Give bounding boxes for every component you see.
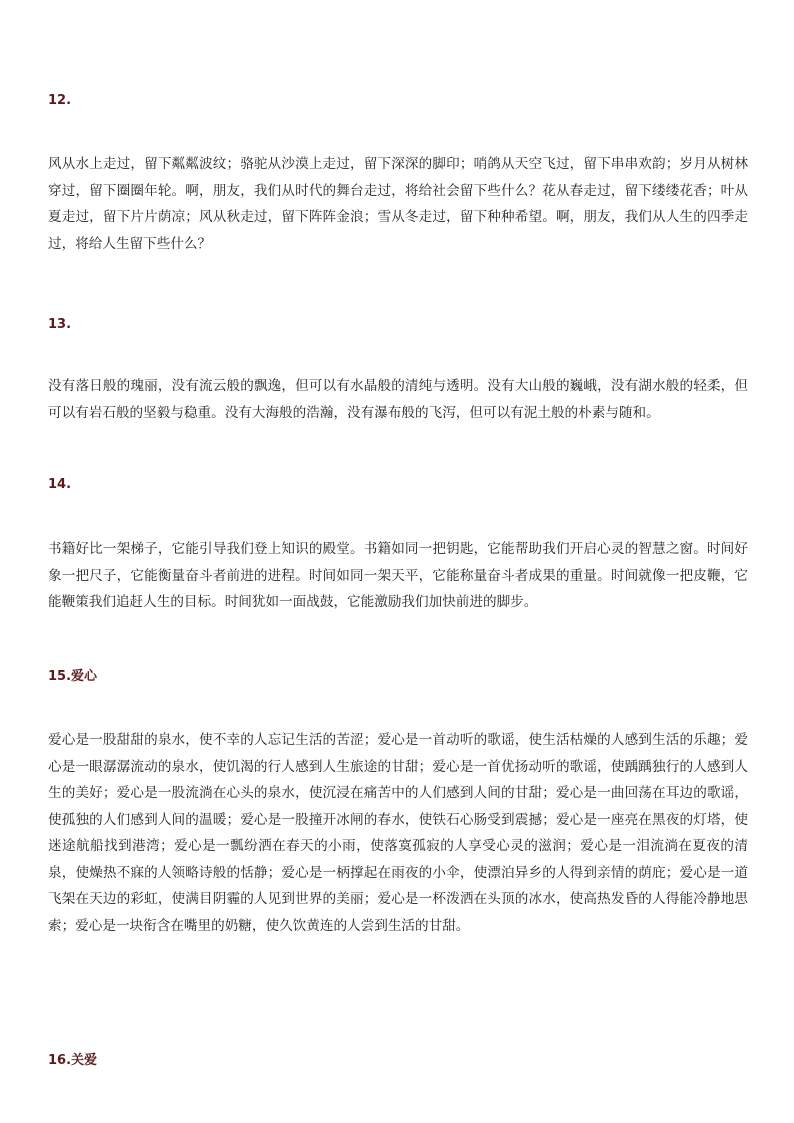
section-paragraph-15: 爱心是一股甜甜的泉水，使不幸的人忘记生活的苦涩；爱心是一首动听的歌谣，使生活枯燥的人感到生活的乐趣；爱心是一眼潺潺流动的泉水，使饥渴的行人感到人生旅途的甘甜；爱心是一首优扬动听的歌谣，使踽踽独行的人感到人生的美好；爱心是一股流淌在心头的泉水，使沉浸在痛苦中的人们感到人间的甘甜；爱心是一曲回荡在耳边的歌谣，使孤独的人们感到人间的温暖；爱心是一股撞开冰闸的春水，使铁石心肠受到震撼；爱心是一座亮在黑夜的灯塔，使迷途航船找到港湾；爱心是一瓢纷洒在春天的小雨，使落寞孤寂的人享受心灵的滋润；爱心是一泪流淌在夏夜的清泉，使燥热不寐的人领略诗般的恬静；爱心是一柄撑起在雨夜的小伞，使漂泊异乡的人得到亲情的荫庇；爱心是一道飞架在天边的彩虹，使满目阴霾的人见到世界的美丽；爱心是一杯泼洒在头顶的冰水，使高热发昏的人得能冷静地思索；爱心是一块衔含在嘴里的奶糖，使久饮黄连的人尝到生活的甘甜。 [48,732,748,934]
section-heading-16: 16.关爱 [48,1053,98,1068]
section-paragraph-13: 没有落日般的瑰丽，没有流云般的飘逸，但可以有水晶般的清纯与透明。没有大山般的巍峨，没有湖水般的轻柔，但可以有岩石般的坚毅与稳重。没有大海般的浩瀚，没有瀑布般的飞泻，但可以有泥土般的朴素与随和。 [48,378,748,421]
section-paragraph-14: 书籍好比一架梯子，它能引导我们登上知识的殿堂。书籍如同一把钥匙，它能帮助我们开启心灵的智慧之窗。时间好象一把尺子，它能衡量奋斗者前进的进程。时间如同一架天平，它能称量奋斗者成果的重量。时间就像一把皮鞭，它能鞭策我们追赶人生的目标。时间犹如一面战鼓，它能激励我们加快前进的脚步。 [48,541,748,610]
section-heading-14: 14. [48,477,72,492]
section-heading-13: 13. [48,317,72,332]
section-heading-12: 12. [48,93,72,108]
section-paragraph-12: 风从水上走过，留下粼粼波纹；骆驼从沙漠上走过，留下深深的脚印；哨鸽从天空飞过，留下串串欢韵；岁月从树林穿过，留下圈圈年轮。啊，朋友，我们从时代的舞台走过，将给社会留下些什么？花从春走过，留下缕缕花香；叶从夏走过，留下片片荫凉；风从秋走过，留下阵阵金浪；雪从冬走过，留下种种希望。啊，朋友，我们从人生的四季走过，将给人生留下些什么？ [48,156,748,252]
section-heading-15: 15.爱心 [48,669,98,684]
